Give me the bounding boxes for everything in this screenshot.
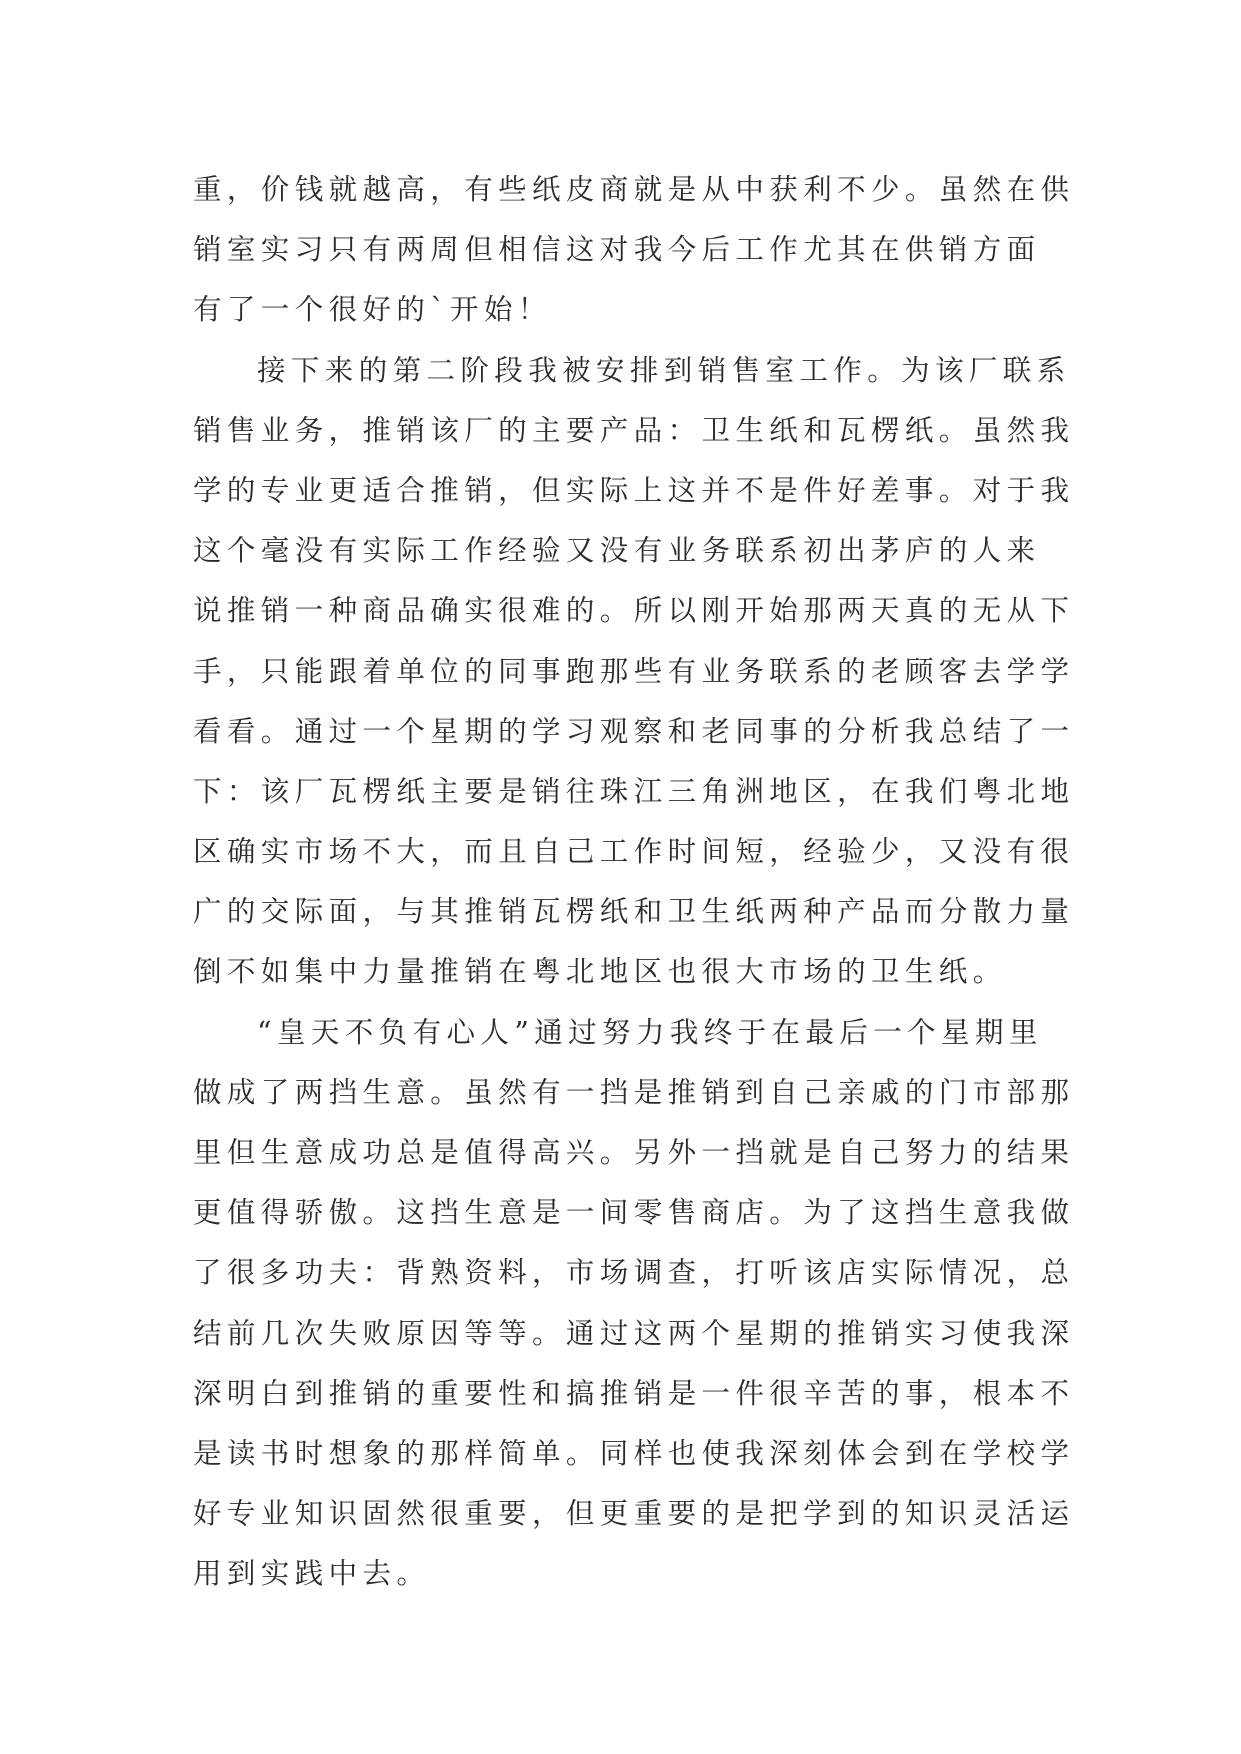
text-line: 好专业知识固然很重要，但更重要的是把学到的知识灵活运 bbox=[193, 1497, 1075, 1531]
text-line: 销室实习只有两周但相信这对我今后工作尤其在供销方面 bbox=[193, 233, 1041, 267]
text-line: 倒不如集中力量推销在粤北地区也很大市场的卫生纸。 bbox=[193, 955, 1007, 989]
text-line: 区确实市场不大，而且自己工作时间短，经验少，又没有很 bbox=[193, 835, 1075, 869]
text-line: 广的交际面，与其推销瓦楞纸和卫生纸两种产品而分散力量 bbox=[193, 895, 1075, 929]
paragraph-start-line: 接下来的第二阶段我被安排到销售室工作。为该厂联系 bbox=[257, 353, 1071, 387]
text-line: 更值得骄傲。这挡生意是一间零售商店。为了这挡生意我做 bbox=[193, 1196, 1075, 1230]
document-body bbox=[193, 160, 1075, 1605]
text-line: 销售业务，推销该厂的主要产品：卫生纸和瓦楞纸。虽然我 bbox=[193, 413, 1075, 447]
text-line: 学的专业更适合推销，但实际上这并不是件好差事。对于我 bbox=[193, 473, 1075, 507]
text-line: 手，只能跟着单位的同事跑那些有业务联系的老顾客去学学 bbox=[193, 654, 1075, 688]
text-line: 是读书时想象的那样简单。同样也使我深刻体会到在学校学 bbox=[193, 1436, 1075, 1470]
text-line: 看看。通过一个星期的学习观察和老同事的分析我总结了一 bbox=[193, 714, 1075, 748]
text-line: 用到实践中去。 bbox=[193, 1557, 431, 1591]
text-line: 这个毫没有实际工作经验又没有业务联系初出茅庐的人来 bbox=[193, 534, 1041, 568]
text-line: 下：该厂瓦楞纸主要是销往珠江三角洲地区，在我们粤北地 bbox=[193, 774, 1075, 808]
text-line: 有了一个很好的`开始！ bbox=[193, 293, 552, 327]
text-line: 重，价钱就越高，有些纸皮商就是从中获利不少。虽然在供 bbox=[193, 173, 1075, 206]
text-line: 结前几次失败原因等等。通过这两个星期的推销实习使我深 bbox=[193, 1316, 1075, 1350]
text-line: 做成了两挡生意。虽然有一挡是推销到自己亲戚的门市部那 bbox=[193, 1075, 1075, 1109]
text-line: 说推销一种商品确实很难的。所以刚开始那两天真的无从下 bbox=[193, 594, 1075, 628]
text-line: 里但生意成功总是值得高兴。另外一挡就是自己努力的结果 bbox=[193, 1136, 1075, 1169]
text-line: 了很多功夫：背熟资料，市场调查，打听该店实际情况，总 bbox=[193, 1256, 1075, 1290]
text-line: 深明白到推销的重要性和搞推销是一件很辛苦的事，根本不 bbox=[193, 1376, 1075, 1410]
paragraph-start-line: “皇天不负有心人”通过努力我终于在最后一个星期里 bbox=[257, 1015, 1043, 1049]
